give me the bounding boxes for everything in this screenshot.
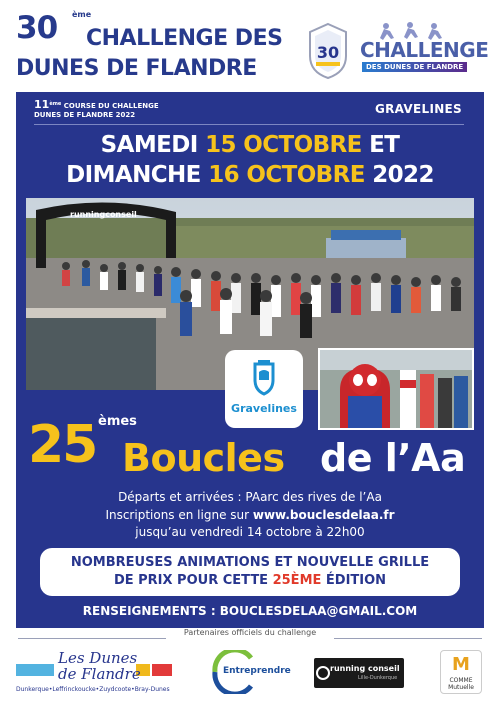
website-link[interactable]: www.bouclesdelaa.fr <box>252 508 395 522</box>
comme-line1: COMME <box>449 677 473 684</box>
challenge-logo-word: CHALLENGE <box>360 38 489 62</box>
running-conseil-sub: Lille-Dunkerque <box>358 675 398 681</box>
announcement-line2 <box>40 573 460 588</box>
edition-number: 30 <box>16 10 58 46</box>
divider-right <box>334 638 482 639</box>
challenge-logo <box>356 22 489 80</box>
course-suffix: ème <box>49 101 62 107</box>
badge-number: 30 <box>316 43 340 62</box>
date-day2: DIMANCHE <box>66 162 209 188</box>
gravelines-logo <box>225 350 303 428</box>
date-line2 <box>16 162 484 188</box>
partners-heading: Partenaires officiels du challenge <box>183 628 317 637</box>
info-registration-text: Inscriptions en ligne sur <box>105 508 253 522</box>
event-word2: de l’Aa <box>320 436 466 480</box>
arch-brand: runningconseil <box>70 210 137 219</box>
date-conj: ET <box>361 132 400 158</box>
date-day1: SAMEDI <box>100 132 206 158</box>
dunes-title-line2: de Flandre <box>58 665 141 683</box>
contact-email[interactable]: RENSEIGNEMENTS : BOUCLESDELAA@GMAIL.COM <box>82 604 418 618</box>
partner-dunes-de-flandre[interactable] <box>16 650 176 700</box>
title-line2: DUNES DE FLANDRE <box>16 56 257 81</box>
announcement-edition: 25ÈME <box>272 573 322 588</box>
comme-line2: Mutuelle <box>448 684 474 691</box>
partner-entreprendre[interactable] <box>205 650 291 694</box>
event-suffix: èmes <box>98 414 137 429</box>
gravelines-crest-icon <box>225 350 303 400</box>
announcement-box <box>40 548 460 596</box>
course-label <box>34 100 159 120</box>
info-registration <box>16 508 484 522</box>
challenge-logo-subtitle: DES DUNES DE FLANDRE <box>362 62 467 72</box>
announcement-line2-text: DE PRIX POUR CETTE <box>113 573 273 588</box>
running-conseil-word: running conseil <box>330 664 400 673</box>
gravelines-name: Gravelines <box>231 402 297 415</box>
costume-photo <box>318 348 474 430</box>
edition-suffix: ème <box>72 10 92 19</box>
info-deadline: jusqu’au vendredi 14 octobre à 22h00 <box>135 525 365 539</box>
course-line2: DUNES DE FLANDRE 2022 <box>34 111 136 119</box>
dunes-title-line1: Les Dunes <box>58 649 138 667</box>
comme-mutuelle-word <box>441 677 481 691</box>
course-number: 11 <box>34 98 50 111</box>
date-date2: 16 OCTOBRE <box>208 162 365 188</box>
running-conseil-icon <box>316 663 330 683</box>
poster-header <box>0 0 500 92</box>
announcement-line1: NOMBREUSES ANIMATIONS ET NOUVELLE GRILLE <box>70 555 430 570</box>
anniversary-badge-icon <box>306 22 350 80</box>
course-line1: COURSE DU CHALLENGE <box>63 102 159 110</box>
event-number: 25 <box>28 415 97 475</box>
divider <box>34 124 464 125</box>
date-date1: 15 OCTOBRE <box>205 132 362 158</box>
partner-running-conseil[interactable] <box>314 658 404 688</box>
dunes-title <box>58 650 141 682</box>
divider-left <box>18 638 166 639</box>
date-year: 2022 <box>364 162 434 188</box>
dunes-towns: Dunkerque•Leffrinckoucke•Zuydcoote•Bray-Dunes <box>16 686 170 693</box>
date-line1 <box>16 132 484 158</box>
info-start-finish: Départs et arrivées : PAarc des rives de l’Aa <box>118 490 382 504</box>
entreprendre-word: Entreprendre <box>223 666 291 676</box>
title-line1: CHALLENGE DES <box>86 26 283 51</box>
comme-mutuelle-m-icon: M <box>452 654 470 675</box>
announcement-line2-end: ÉDITION <box>321 573 387 588</box>
event-word1: Boucles <box>122 436 285 480</box>
partner-comme-mutuelle[interactable] <box>440 650 482 694</box>
city-label: GRAVELINES <box>374 102 462 116</box>
